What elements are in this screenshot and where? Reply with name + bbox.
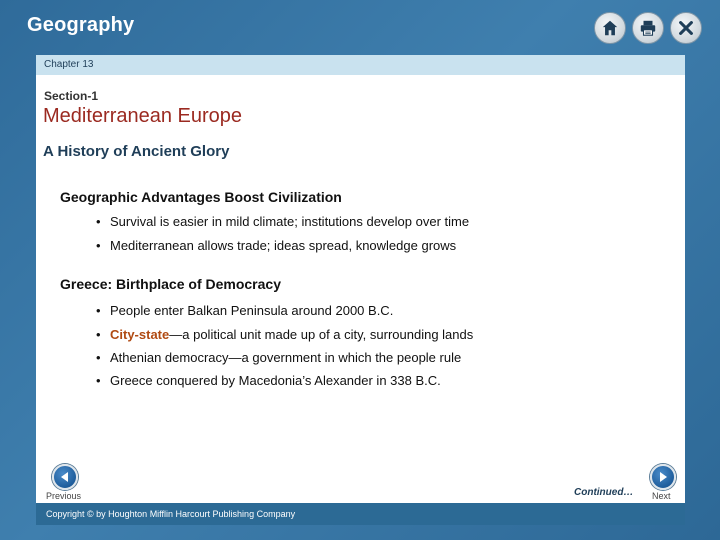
bullet-dot: • <box>96 327 101 342</box>
bullet-item <box>96 303 393 318</box>
bullet-item <box>96 238 456 253</box>
printer-icon <box>639 19 657 37</box>
bullet-text: Athenian democracy—a government in which the people rule <box>110 350 462 365</box>
previous-button[interactable] <box>52 464 78 490</box>
chapter-bar <box>36 55 685 75</box>
home-button[interactable] <box>594 12 626 44</box>
continued-label: Continued… <box>574 487 634 498</box>
next-button[interactable] <box>650 464 676 490</box>
vocab-term[interactable]: City-state <box>110 327 170 342</box>
bullet-dot: • <box>96 350 101 365</box>
bullet-text: —a political unit made up of a city, surrounding lands <box>169 327 474 342</box>
group-heading: Greece: Birthplace of Democracy <box>60 276 281 292</box>
bullet-text: Survival is easier in mild climate; institutions develop over time <box>110 214 470 229</box>
copyright-text: Copyright © by Houghton Mifflin Harcourt Publishing Company <box>46 509 296 519</box>
content-panel <box>36 75 685 503</box>
bullet-dot: • <box>96 238 101 253</box>
toolbar <box>594 12 702 44</box>
bullet-text: People enter Balkan Peninsula around 2000 B.C. <box>110 303 394 318</box>
print-button[interactable] <box>632 12 664 44</box>
bullet-dot: • <box>96 373 101 388</box>
bullet-item <box>96 350 461 365</box>
close-button[interactable] <box>670 12 702 44</box>
page-subtitle: A History of Ancient Glory <box>43 143 230 160</box>
bullet-text: Mediterranean allows trade; ideas spread, knowledge grows <box>110 238 457 253</box>
section-title: Mediterranean Europe <box>43 105 243 127</box>
home-icon <box>601 19 619 37</box>
footer-bar <box>36 503 685 525</box>
bullet-item <box>96 327 473 342</box>
group-heading: Geographic Advantages Boost Civilization <box>60 189 342 205</box>
close-icon <box>677 19 695 37</box>
bullet-dot: • <box>96 214 101 229</box>
bullet-item <box>96 373 441 388</box>
bullet-item <box>96 214 469 229</box>
chapter-label: Chapter 13 <box>44 59 94 70</box>
section-label: Section-1 <box>44 89 99 103</box>
bullet-dot: • <box>96 303 101 318</box>
app-title: Geography <box>27 14 135 36</box>
next-label[interactable]: Next <box>652 491 671 501</box>
bullet-text: Greece conquered by Macedonia’s Alexander in 338 B.C. <box>110 373 441 388</box>
arrow-left-icon <box>59 471 71 483</box>
arrow-right-icon <box>657 471 669 483</box>
previous-label[interactable]: Previous <box>46 491 82 501</box>
